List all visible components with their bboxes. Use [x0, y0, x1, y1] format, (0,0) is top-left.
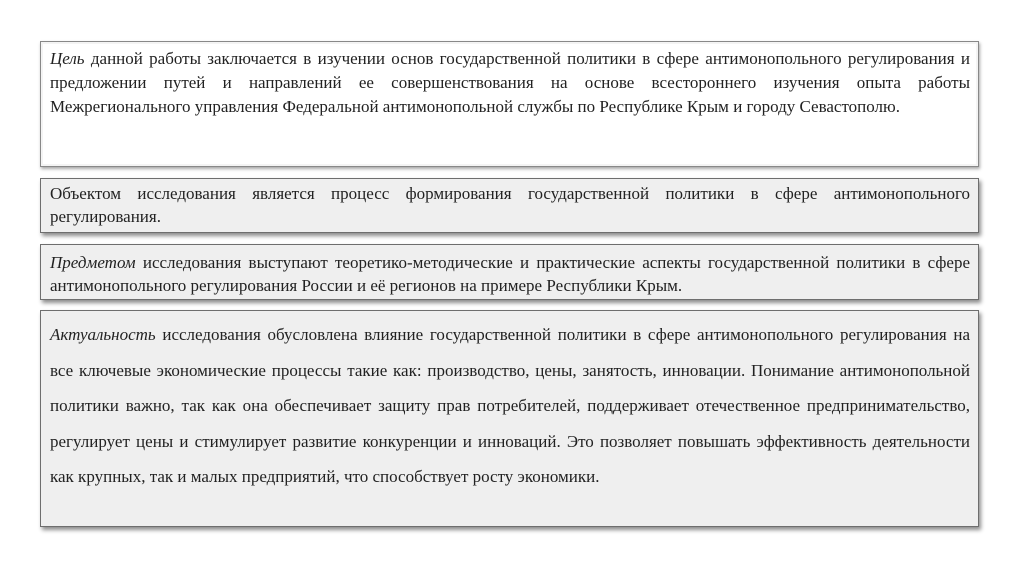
subject-lead: Предметом	[50, 253, 136, 272]
relevance-paragraph	[50, 317, 970, 495]
object-box	[40, 178, 979, 233]
relevance-lead: Актуальность	[50, 325, 156, 344]
relevance-box	[40, 310, 979, 527]
subject-text: исследования выступают теоретико-методические и практические аспекты государственной политики в сфере антимонопольного регулирования России и её регионов на примере Республики Крым.	[50, 253, 970, 295]
goal-lead: Цель	[50, 49, 85, 68]
subject-paragraph	[50, 251, 970, 297]
goal-box	[40, 41, 979, 167]
subject-box	[40, 244, 979, 300]
relevance-text: исследования обусловлена влияние государственной политики в сфере антимонопольного регулирования на все ключевые экономические процессы такие как: производство, цены, занятость, инновации. Понимание антимонопольной политики важно, так как она обеспечивает защиту прав потребителей, поддерживает отечественное предпринимательство, регулирует цены и стимулирует развитие конкуренции и инноваций. Это позволяет повышать эффективность деятельности как крупных, так и малых предприятий, что способствует росту экономики.	[50, 325, 970, 486]
object-paragraph: Объектом исследования является процесс формирования государственной политики в сфере антимонопольного регулирования.	[50, 184, 970, 226]
goal-text: данной работы заключается в изучении основ государственной политики в сфере антимонопольного регулирования и предложении путей и направлений ее совершенствования на основе всестороннего изучения опыта работы Межрегионального управления Федеральной антимонопольной службы по Республике Крым и городу Севастополю.	[50, 49, 970, 116]
goal-paragraph	[50, 47, 970, 119]
